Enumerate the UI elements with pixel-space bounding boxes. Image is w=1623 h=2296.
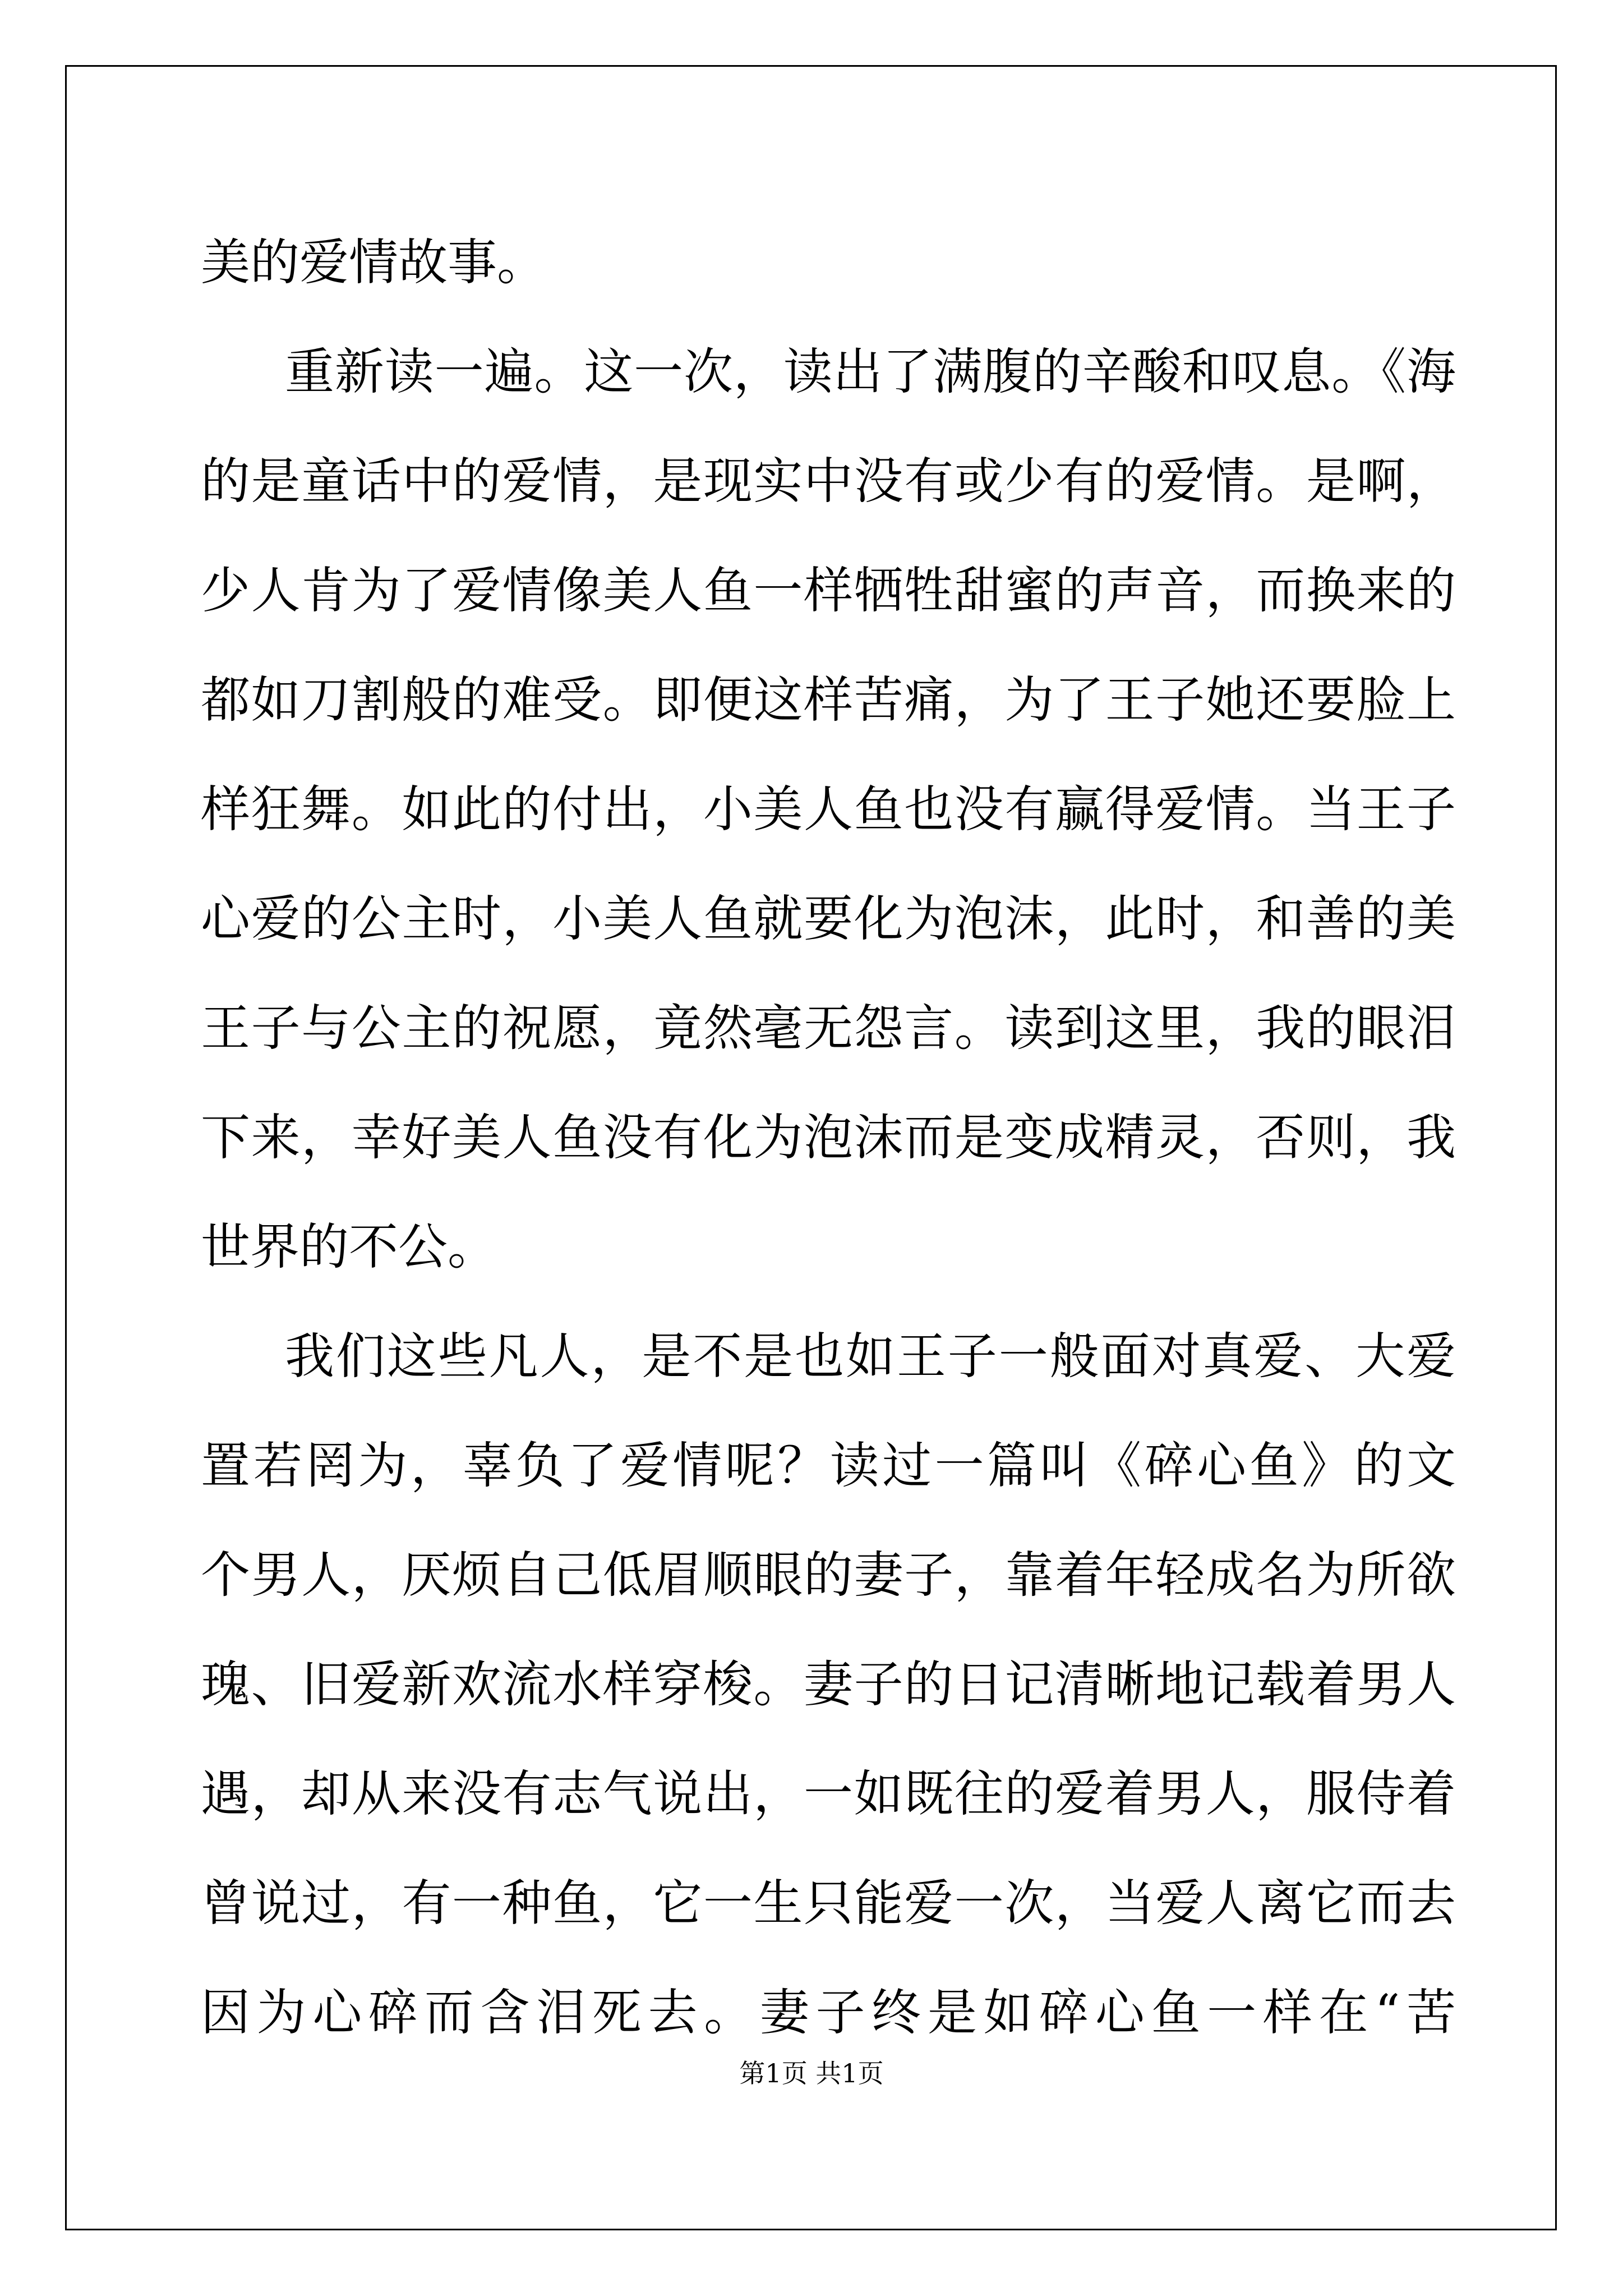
text-line: 样狂舞。如此的付出，小美人鱼也没有赢得爱情。当王子	[201, 780, 1456, 838]
text-line: 的是童话中的爱情，是现实中没有或少有的爱情。是啊，	[201, 452, 1456, 510]
text-line: 曾说过，有一种鱼，它一生只能爱一次，当爱人离它而去	[201, 1874, 1456, 1932]
text-line: 世界的不公。	[201, 1218, 497, 1276]
text-line: 少人肯为了爱情像美人鱼一样牺牲甜蜜的声音，而换来的	[201, 562, 1456, 619]
text-line: 个男人，厌烦自己低眉顺眼的妻子，靠着年轻成名为所欲	[201, 1546, 1456, 1604]
text-line: 王子与公主的祝愿，竟然毫无怨言。读到这里，我的眼泪	[201, 999, 1456, 1057]
text-line: 美的爱情故事。	[201, 233, 547, 291]
text-line: 重新读一遍。这一次，读出了满腹的辛酸和叹息。《海	[285, 343, 1456, 401]
document-body	[201, 208, 1456, 2067]
text-line: 都如刀割般的难受。即便这样苦痛，为了王子她还要脸上	[201, 671, 1456, 729]
text-line: 瑰、旧爱新欢流水样穿梭。妻子的日记清晰地记载着男人	[201, 1655, 1456, 1713]
text-line: 我们这些凡人，是不是也如王子一般面对真爱、大爱	[285, 1327, 1456, 1385]
text-line: 遇，却从来没有志气说出，一如既往的爱着男人，服侍着	[201, 1765, 1456, 1823]
text-line: 心爱的公主时，小美人鱼就要化为泡沫，此时，和善的美	[201, 890, 1456, 947]
text-line: 置若罔为，辜负了爱情呢？读过一篇叫《碎心鱼》的文	[201, 1437, 1456, 1494]
text-line: 下来，幸好美人鱼没有化为泡沫而是变成精灵，否则，我	[201, 1108, 1456, 1166]
page-footer: 第1页 共1页	[739, 2058, 884, 2088]
text-line: 因为心碎而含泪死去。妻子终是如碎心鱼一样在“苦	[201, 1984, 1456, 2041]
